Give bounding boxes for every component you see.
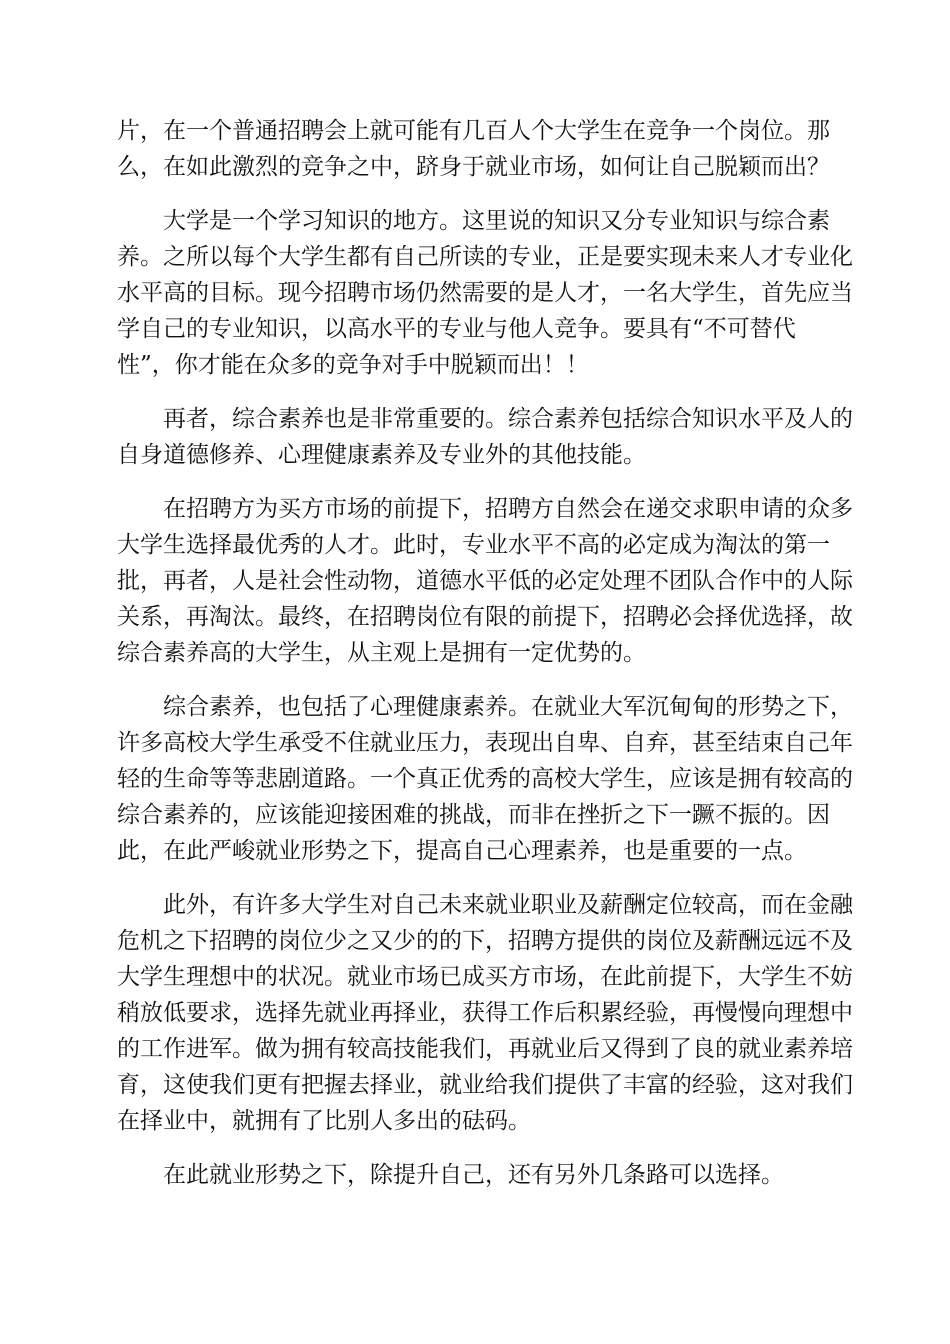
text-line: 再者，综合素养也是非常重要的。综合素养包括综合知识水平及人的 — [163, 406, 853, 432]
text-line: 的工作进军。做为拥有较高技能我们，再就业后又得到了良的就业素养培 — [117, 1036, 853, 1062]
text-line: 大学是一个学习知识的地方。这里说的知识又分专业知识与综合素 — [163, 208, 830, 234]
text-line: 危机之下招聘的岗位少之又少的的下，招聘方提供的岗位及薪酬远远不及 — [117, 928, 853, 954]
paragraph-7 — [117, 1157, 837, 1193]
text-line: 大学生选择最优秀的人才。此时，专业水平不高的必定成为淘汰的第一 — [117, 532, 830, 558]
paragraph-6 — [117, 887, 853, 1139]
text-line: 此外，有许多大学生对自己未来就业职业及薪酬定位较高，而在金融 — [163, 892, 853, 918]
text-line: 养。之所以每个大学生都有自己所读的专业，正是要实现未来人才专业化 — [117, 244, 853, 270]
text-line: 在择业中，就拥有了比别人多出的砝码。 — [117, 1108, 531, 1134]
text-line: 在此就业形势之下，除提升自己，还有另外几条路可以选择。 — [163, 1162, 784, 1188]
paragraph-3 — [117, 401, 853, 473]
text-line: 许多高校大学生承受不住就业压力，表现出自卑、自弃，甚至结束自己年 — [117, 730, 853, 756]
text-line: 在招聘方为买方市场的前提下，招聘方自然会在递交求职申请的众多 — [163, 496, 853, 522]
text-line: 批，再者，人是社会性动物，道德水平低的必定处理不团队合作中的人际 — [117, 568, 853, 594]
text-line: 学自己的专业知识，以高水平的专业与他人竞争。要具有“不可替代 — [117, 316, 796, 342]
document-body — [117, 113, 853, 1211]
text-line: 轻的生命等等悲剧道路。一个真正优秀的高校大学生，应该是拥有较高的 — [117, 766, 853, 792]
text-line: 综合素养的，应该能迎接困难的挑战，而非在挫折之下一蹶不振的。因 — [117, 802, 830, 828]
text-line: 关系，再淘汰。最终，在招聘岗位有限的前提下，招聘必会择优选择，故 — [117, 604, 853, 630]
text-line: 育，这使我们更有把握去择业，就业给我们提供了丰富的经验，这对我们 — [117, 1072, 853, 1098]
paragraph-4 — [117, 491, 853, 671]
text-line: 此，在此严峻就业形势之下，提高自己心理素养，也是重要的一点。 — [117, 838, 807, 864]
paragraph-2 — [117, 203, 853, 383]
text-line: 性”，你才能在众多的竞争对手中脱颖而出！！ — [117, 352, 589, 378]
text-line: 稍放低要求，选择先就业再择业，获得工作后积累经验，再慢慢向理想中 — [117, 1000, 853, 1026]
paragraph-5 — [117, 689, 853, 869]
text-line: 水平高的目标。现今招聘市场仍然需要的是人才，一名大学生，首先应当 — [117, 280, 853, 306]
text-line: 片，在一个普通招聘会上就可能有几百人个大学生在竞争一个岗位。那 — [117, 118, 830, 144]
text-line: 么，在如此激烈的竞争之中，跻身于就业市场，如何让自己脱颖而出？ — [117, 154, 830, 180]
text-line: 综合素养高的大学生，从主观上是拥有一定优势的。 — [117, 640, 646, 666]
text-line: 大学生理想中的状况。就业市场已成买方市场，在此前提下，大学生不妨 — [117, 964, 853, 990]
paragraph-1 — [117, 113, 837, 185]
text-line: 自身道德修养、心理健康素养及专业外的其他技能。 — [117, 442, 646, 468]
text-line: 综合素养，也包括了心理健康素养。在就业大军沉甸甸的形势之下， — [163, 694, 853, 720]
